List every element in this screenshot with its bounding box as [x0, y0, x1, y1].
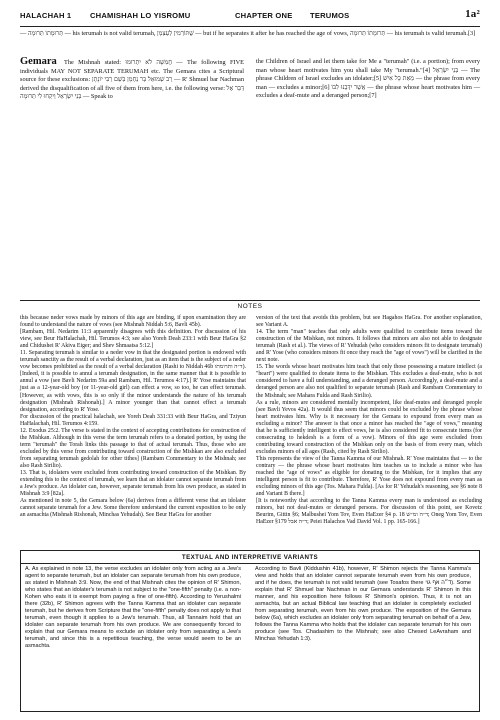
gemara-right-column	[256, 58, 480, 101]
note-paragraph: 11. Separating terumah is similar to a neder vow in that the designated portion is endowed with terumah sanctity as the result of a verbal declaration, just as an item that is the subject of a neder vow becomes prohibited as the result of a verbal declaration (Rashi to Niddah 46b ד״ה ותרומתו). [Indeed, it is possible to annul a terumah designation, in the same manner that it is possible to annul a vow (see Bavli Nedarim 59a and Rambam, Hil. Terumos 4:17).] R' Yose maintains that just as a 12-year-old boy (or 11-year-old girl) can effect a vow, so too, he can effect terumah. [However, as with vows, this is so only if the minor understands the nature of his terumah designation (Mishnah Rishonah).] A minor younger than that cannot effect a terumah designation, according to R' Yose.	[20, 350, 246, 413]
notes-rule	[20, 300, 480, 301]
notes-heading: NOTES	[237, 303, 263, 310]
gemara-left-column	[20, 58, 244, 102]
gemara-left-text: The Mishnah stated: חֲמִשָּׁה לֹא יִתְרוּמוּ — The following FIVE individuals MAY NOT SEPARATE TERUMAH etc. The Gemara cites a Scriptural source for these exclusions: רַב שְׁמוּאֵל בַּר נַחְמָן בְּשֵׁם רַבִּי יוֹנָתָן — R' Shmuel bar Nachman derived the disqualification of all five of them from here, i.e. the following verse: דַּבֵּר אֶל בְּנֵי יִשְׂרָאֵל וְיִקְחוּ לִי תְּרוּמָה — Speak to	[20, 59, 244, 100]
intro-text: — תְּרוּמָתוֹ תְּרוּמָה — his terumah is not valid terumah, שֶׁתּוֹרְמִין לְעַצְמָן — but if he separates it after he has reached the age of vows, תְּרוּמָתוֹ תְּרוּמָה — his terumah is valid terumah.[3]	[20, 30, 476, 37]
gemara-label: Gemara	[20, 56, 57, 67]
textual-variants-box	[20, 550, 480, 712]
note-paragraph: For discussion of the practical halachah, see Yoreh Deah 331:33 with Beur HaGra, and Tziyun HaHalachah, Hil. Terumos 4:159.	[20, 413, 246, 427]
tractate-chapter-title: CHAMISHAH LO YISROMU	[90, 11, 191, 20]
note-paragraph: 15. The words whose heart motivates him teach that only those possessing a mature intellect (a "heart") were qualified to donate items to the Mishkan. This excludes a deaf-mute, who is not considered to have a full understanding, and a deranged person. Accordingly, a deaf-mute and a deranged person are also not qualified to separate terumah (Rash and Rambam Commentary to the Mishnah; see Mahara Fulda and Rash Sirilio).	[256, 364, 482, 399]
note-paragraph: [Rambam, Hil. Nedarim 11:3 apparently disagrees with this definition. For discussion of his view, see Beur HaHalachah, Hil. Terumos 4:3; see also Yoreh Deah 233:1 with Beur HaGra §2 and Chidushei R' Akiva Eiger; and Shev Shmaatsa 5:12.]	[20, 329, 246, 350]
gemara-right-text: the Children of Israel and let them take for Me a "terumah" (i.e. a portion); from every man whose heart motivates him you shall take My "terumah."[4] בְּנֵי יִשְׂרָאֵל — The phrase Children of Israel excludes an idolater;[5] מֵאֵת כָּל אִישׁ — the phrase from every man — excludes a minor;[6] אֲשֶׁר יִדְּבֶנּוּ לִבּוֹ — the phrase whose heart motivates him — excludes a deaf-mute and a deranged person;[7]	[256, 58, 480, 99]
note-paragraph: As a rule, minors are considered mentally incompetent, like deaf-mutes and deranged people (see Bavli Yevos 42a). It would thus seem that minors could be excluded by the phrase whose heart motivates him. Why is it necessary for the Gemara to expound from every man as excluding a minor? The answer is that once a minor has reached the "age of vows," meaning that he is sufficiently intelligent to effect vows, he is also considered fit to consecrate items (for consecrating to hekdesh is a form of a vow). Minors of this age were excluded from contributing toward construction of the Mishkan only on the basis of from every man, which excludes minors of all ages (Rash, cited by Rash Sirilio).	[256, 399, 482, 455]
variant-right-text: According to Bavli (Kiddushin 41b), however, R' Shimon rejects the Tanna Kamma's view and holds that an idolater cannot separate terumah even from his own produce, and if he does, the terumah is not valid terumah (see Tosafos there ד״ה אף גוי). Some explain that R' Shmuel bar Nachman in our Gemara understands R' Shimon in this manner, and his exposition here follows R' Shimon's opinion. Thus, it is not an asmachta, but an actual Biblical law teaching that an idolater is completely excluded from separating terumah, even from his own produce. The exposition of the Gemara below (6a), which excludes an idolater only from separating terumah on behalf of a Jew, follows the Tanna Kamma who holds that the idolater can separate terumah for his own produce (see Tos. Chadashim to the Mishnah; see also Chesed LeAvraham and Minchas Yehudah 1:3).	[255, 566, 472, 642]
note-paragraph: this because neder vows made by minors of this age are binding, if upon examination they are found to understand the nature of vows (see Mishnah Niddah 5:6, Bavli 45b).	[20, 315, 246, 329]
notes-left-column	[20, 315, 246, 519]
note-paragraph: 14. The term "man" teaches that only adults were qualified to contribute items toward the construction of the Mishkan, not minors. It follows that minors are also not able to designate terumah (Rash et al.). The views of R' Yehudah (who considers minors fit to designate terumah) and R' Yose (who considers minors fit once they reach the "age of vows") will be clarified in the next note.	[256, 329, 482, 364]
notes-right-column	[256, 315, 482, 526]
tractate-label: TERUMOS	[310, 11, 350, 20]
page-number: 1a²	[465, 8, 480, 20]
note-paragraph: As mentioned in note 5, the Gemara below (6a) derives from a different verse that an idolater cannot separate terumah for a Jew. Some therefore understand the current exposition to be only an asmachta (Mishnah Rishonah, Minchas Yehudah). See Beur HaGra for another	[20, 498, 246, 519]
note-paragraph: version of the text that avoids this problem, but see Hagahos HaGra. For another explanation, see Variant A.	[256, 315, 482, 329]
note-paragraph: 12. Exodus 25:2. The verse is stated in the context of accepting contributions for construction of the Mishkan. Although in this verse the term terumah refers to a donated portion, by using the term "terumah" the Torah links this passage to that of actual terumah. Thus, those who are excluded by this verse from contributing toward construction of the Mishkan are also excluded from separating terumah gedolah for other tithes] (Rambam Commentary to the Mishnah; see also Rash Sirilio).	[20, 427, 246, 469]
header-rule	[20, 26, 480, 27]
note-paragraph: [It is noteworthy that according to the Tanna Kamma every man is understood as excluding minors, but not deaf-mutes or deranged persons. For discussion of this point, see Kovetz Beurim, Gittin §6; Malbushei Yom Tov, Even HaEzer §4 p. 18 ד״ה ומ״ש; Oneg Yom Tov, Even HaEzer §179 ד״ה אבל; Peiei Halachos Vad David Vol. 1 pp. 165-166.]	[256, 498, 483, 526]
halachah-label: HALACHAH 1	[20, 11, 72, 20]
note-paragraph: This represents the view of the Tanna Kamma of our Mishnah. R' Yose maintains that — to the contrary — the phrase whose heart motivates him teaches us to include a minor who has reached the "age of vows" as eligible for donating to the Mishkan, for it implies that any intelligent person is fit to contribute. Therefore, R' Yose does not expound from every man as excluding minors of this age (Tos. Mahara Fulda). [As for R' Yehudah's reasoning, see §6 note 8 and Variant B there.]	[256, 455, 482, 498]
variants-heading: TEXTUAL AND INTERPRETIVE VARIANTS	[181, 554, 319, 561]
chapter-label: CHAPTER ONE	[235, 11, 293, 20]
variants-rule	[21, 563, 479, 564]
variant-left-text: A. As explained in note 13, the verse excludes an idolater only from acting as a Jew's agent to separate terumah, but an idolater can separate terumah from his own produce, as stated in Mishnah 3:9. Now, the end of that Mishnah cites the opinion of R' Shimon, who states that an idolater's terumah is not subject to the "one-fifth" penalty (i.e. a non-Kohen who eats it is exempt from paying a fine of one-fifth). According to Yerushalmi there (32b), R' Shimon agrees with the Tanna Kamma that an idolater can separate terumah, but he derives from Scripture that the "one-fifth" penalty does not apply to that terumah, even though it applies to a Jew's terumah. Thus, all Tannaim hold that an idolater can separate terumah from his own produce. We are consequently forced to explain that our Gemara means to exclude an idolater only from separating a Jew's terumah, and since this is a repetitious teaching, the verse would seem to be an asmachta.	[25, 566, 241, 649]
page-header	[20, 8, 480, 24]
note-paragraph: 13. That is, idolaters were excluded from contributing toward construction of the Mishkan. By extending this to the context of terumah, we learn that an idolater cannot separate terumah from a Jew's produce. An idolater can, however, separate terumah from his own produce, as stated in Mishnah 3:9 [82a].	[20, 470, 246, 498]
